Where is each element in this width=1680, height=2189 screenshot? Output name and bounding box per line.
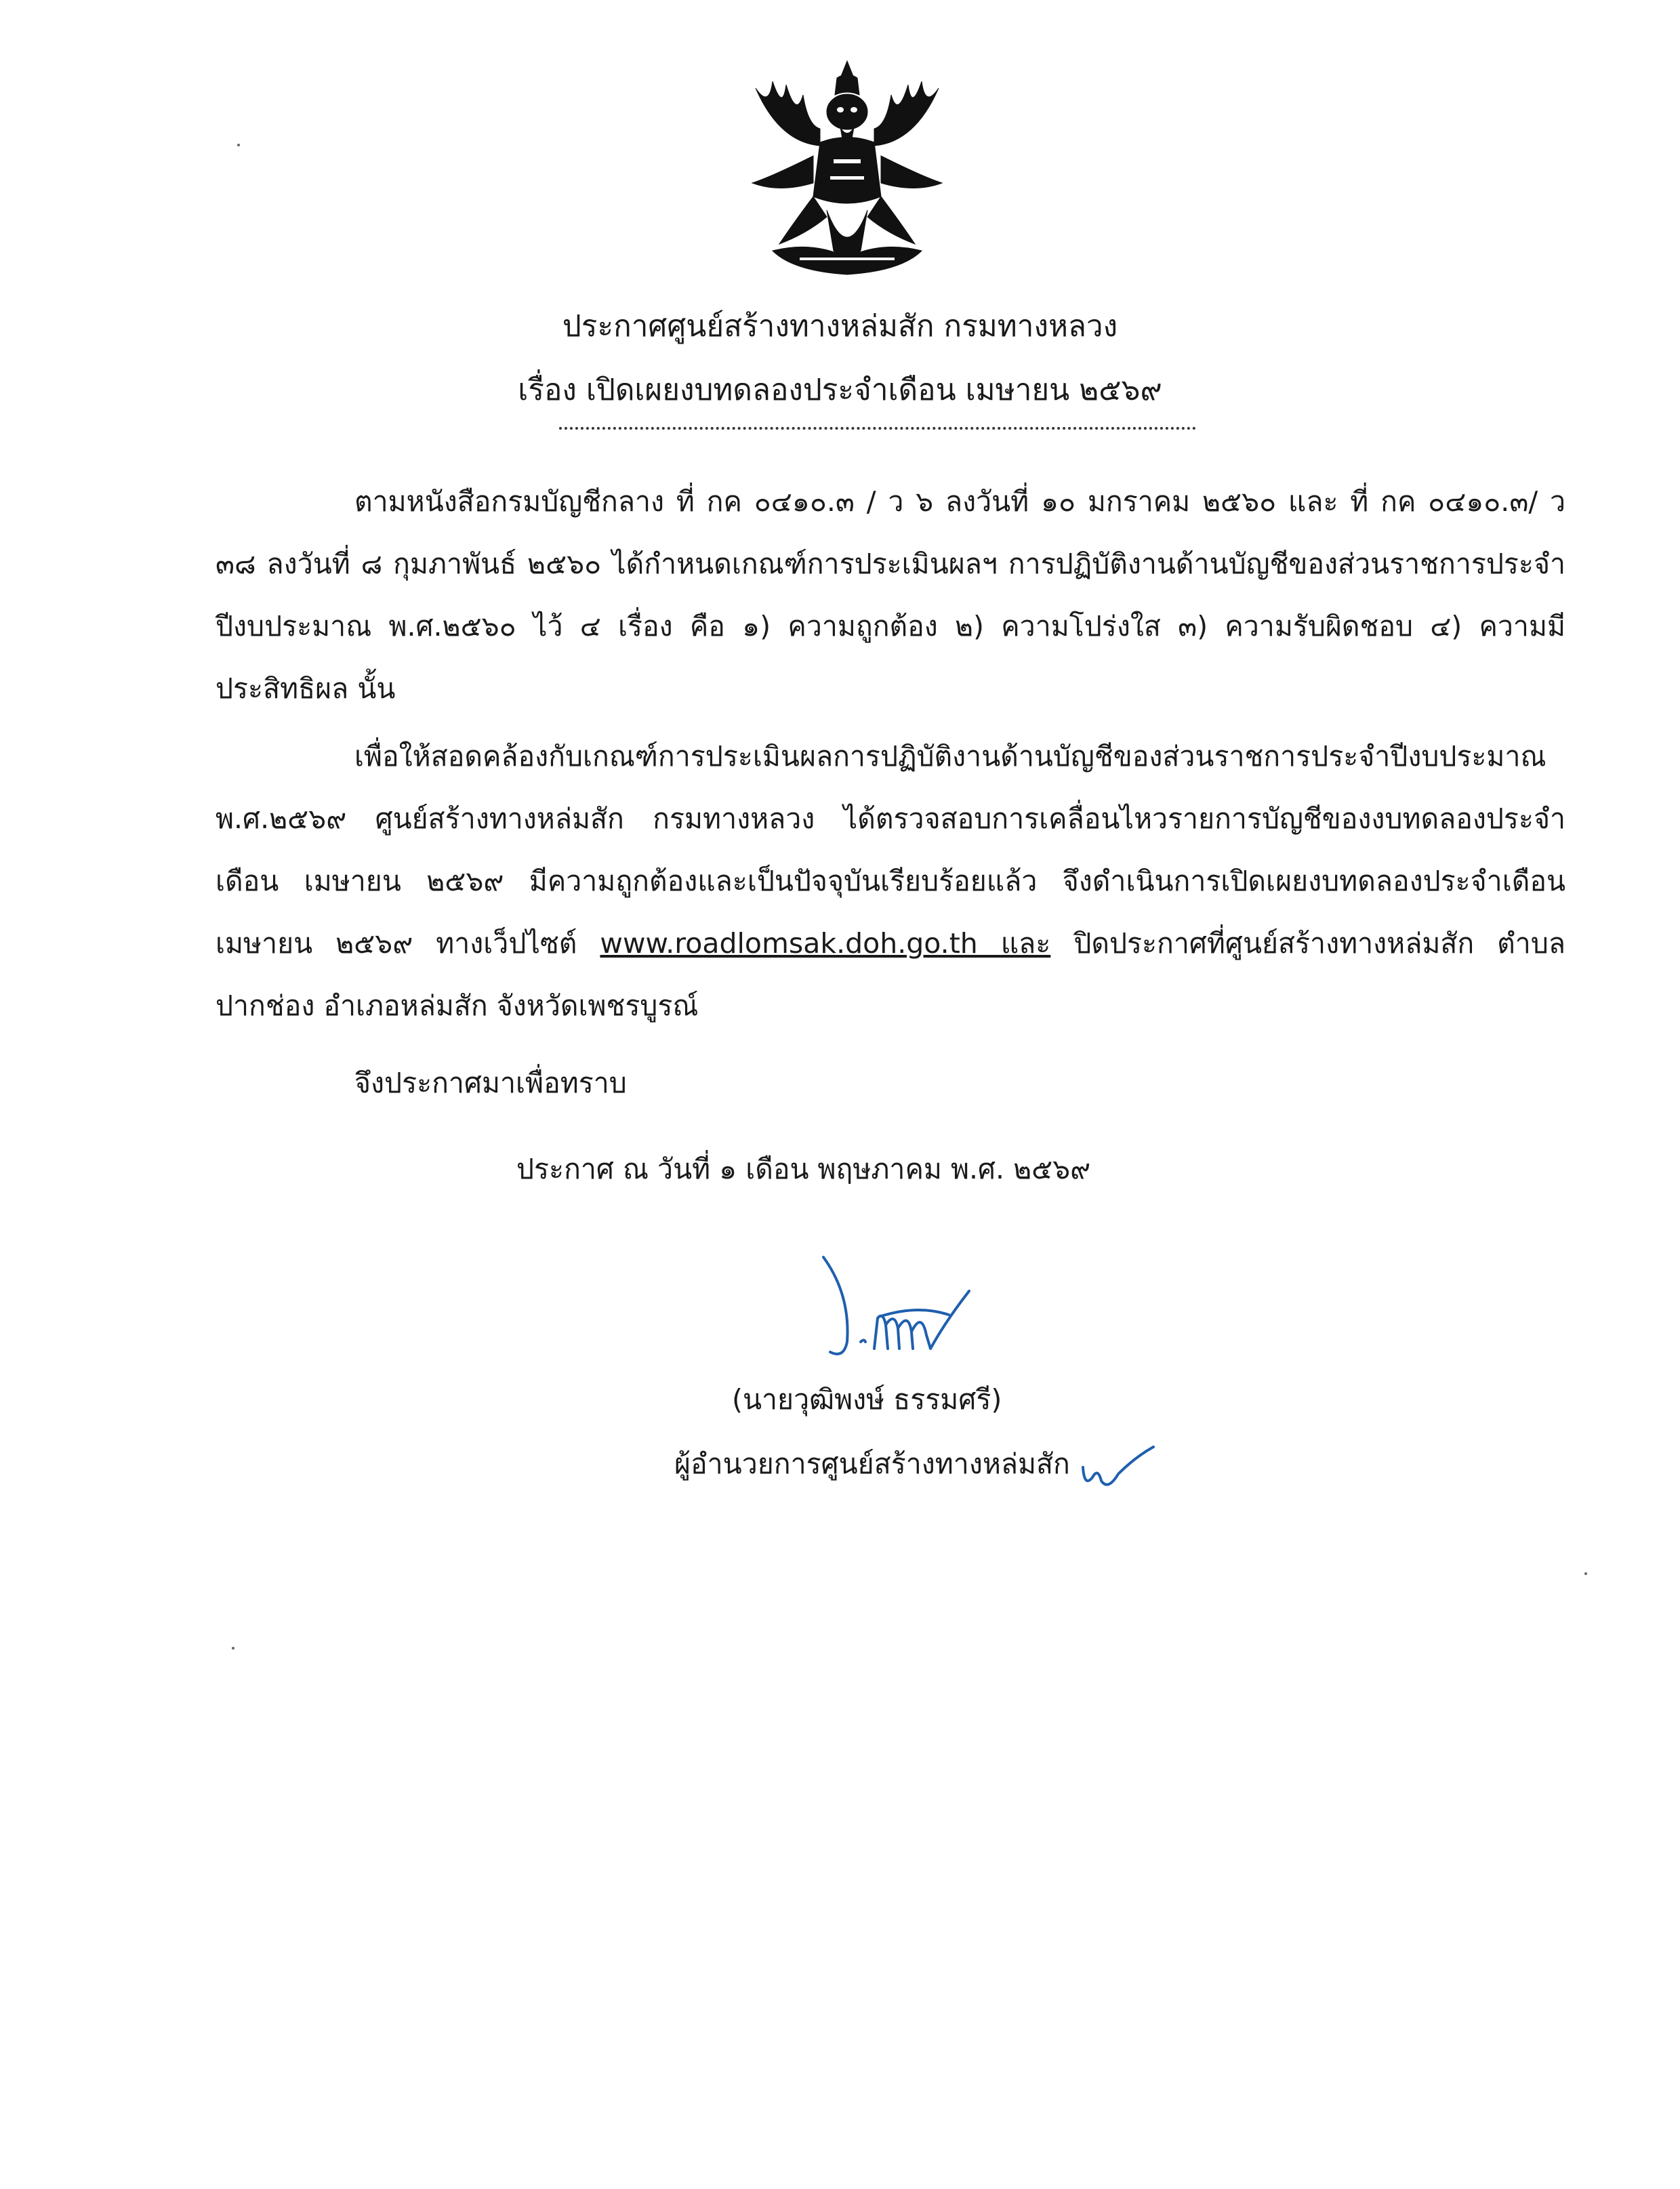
initial-mark-icon [1078,1440,1159,1494]
signer-position: ผู้อำนวยการศูนย์สร้างทางหล่มสัก [674,1448,1070,1480]
dotted-divider [559,427,1196,430]
announcement-title: ประกาศศูนย์สร้างทางหล่มสัก กรมทางหลวง [562,309,1118,344]
signature-icon [810,1240,1013,1389]
scan-speck [237,144,240,146]
paragraph-2-text-end: ปิดประกาศที่ศูนย์สร้างทางหล่มสัก ตำบลปากช่อง อำเภอหล่มสัก จังหวัดเพชรบูรณ์ [216,927,1565,1022]
garuda-emblem-icon [732,47,962,281]
body-paragraph-2 [216,725,1565,1037]
announcement-subject: เรื่อง เปิดเผยงบทดลองประจำเดือน เมษายน ๒๕๖๙ [518,373,1162,407]
closing-line: จึงประกาศมาเพื่อทราบ [354,1067,627,1099]
announcement-date: ประกาศ ณ วันที่ ๑ เดือน พฤษภาคม พ.ศ. ๒๕๖๙ [516,1153,1091,1185]
paragraph-2-text: เพื่อให้สอดคล้องกับเกณฑ์การประเมินผลการปฏิบัติงานด้านบัญชีของส่วนราชการประจำปีงบประมาณ พ.ศ.๒๕๖๙ ศูนย์สร้างทางหล่มสัก กรมทางหลวง ได้ตรวจสอบการเคลื่อนไหวรายการบัญชีของงบทดลองประจำเดือน เมษายน ๒๕๖๙ มีความถูกต้องและเป็นปัจจุบันเรียบร้อยแล้ว จึงดำเนินการเปิดเผยงบทดลองประจำเดือน เมษายน ๒๕๖๙ ทางเว็ปไซต์ [216,740,1565,960]
body-paragraph-1: ตามหนังสือกรมบัญชีกลาง ที่ กค ๐๔๑๐.๓ / ว ๖ ลงวันที่ ๑๐ มกราคม ๒๕๖๐ และ ที่ กค ๐๔๑๐.๓/ ว ๓๘ ลงวันที่ ๘ กุมภาพันธ์ ๒๕๖๐ ได้กำหนดเกณฑ์การประเมินผลฯ การปฏิบัติงานด้านบัญชีของส่วนราชการประจำปีงบประมาณ พ.ศ.๒๕๖๐ ไว้ ๔ เรื่อง คือ ๑) ความถูกต้อง ๒) ความโปร่งใส ๓) ความรับผิดชอบ ๔) ความมีประสิทธิผล นั้น [216,485,1565,705]
scan-speck [1584,1572,1587,1575]
website-link[interactable]: www.roadlomsak.doh.go.th และ [600,927,1051,960]
signer-name: (นายวุฒิพงษ์ ธรรมศรี) [732,1383,1002,1416]
scan-speck [232,1647,234,1650]
